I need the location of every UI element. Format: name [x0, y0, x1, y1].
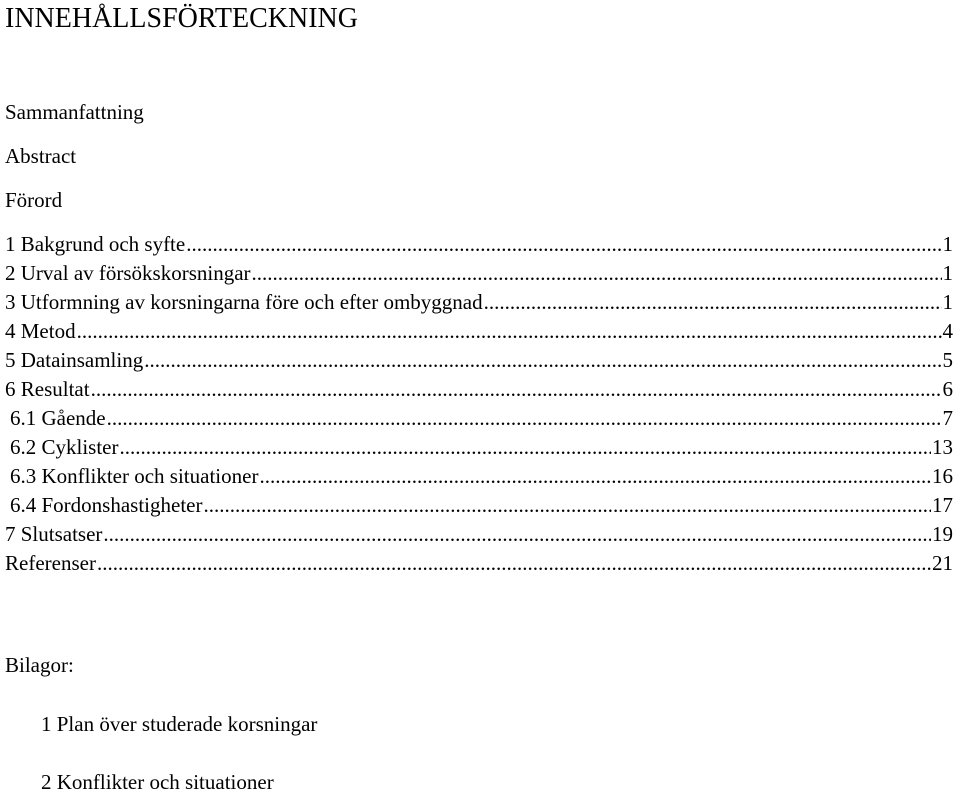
toc-page-number: 21 [932, 551, 953, 575]
toc-page-number: 13 [932, 435, 953, 459]
toc-entry-label: 6.4 Fordonshastigheter [10, 493, 203, 517]
toc-dot-leader [484, 289, 942, 315]
toc-entry[interactable] [5, 231, 953, 260]
toc-entry-label: 6.1 Gående [10, 406, 106, 430]
appendix-item[interactable]: 1 Plan över studerade korsningar [41, 712, 318, 736]
toc-dot-leader [107, 405, 942, 431]
appendix-item[interactable]: 2 Konflikter och situationer [41, 770, 274, 794]
toc-page-number: 19 [932, 522, 953, 546]
toc-page-number: 1 [942, 232, 953, 256]
front-matter-abstract[interactable]: Abstract [5, 144, 77, 168]
toc-entry-label: 2 Urval av försökskorsningar [5, 261, 251, 285]
toc-entry[interactable] [5, 260, 953, 289]
table-of-contents [5, 231, 953, 579]
toc-entry[interactable] [5, 521, 953, 550]
toc-subentry[interactable] [5, 434, 953, 463]
toc-dot-leader [120, 434, 932, 460]
toc-page-number: 7 [942, 406, 953, 430]
toc-dot-leader [186, 231, 941, 257]
toc-dot-leader [97, 550, 931, 576]
toc-page-number: 4 [942, 319, 953, 343]
toc-entry[interactable] [5, 376, 953, 405]
appendices-heading: Bilagor: [5, 653, 74, 677]
toc-page-number: 5 [942, 348, 953, 372]
toc-page-number: 1 [942, 261, 953, 285]
toc-subentry[interactable] [5, 492, 953, 521]
toc-entry[interactable] [5, 289, 953, 318]
toc-entry-label: 3 Utformning av korsningarna före och efter ombyggnad [5, 290, 483, 314]
toc-dot-leader [203, 492, 931, 518]
toc-page-number: 16 [932, 464, 953, 488]
toc-subentry[interactable] [5, 405, 953, 434]
toc-entry[interactable] [5, 318, 953, 347]
toc-dot-leader [259, 463, 931, 489]
toc-dot-leader [252, 260, 942, 286]
toc-entry-label: 7 Slutsatser [5, 522, 103, 546]
toc-entry-label: 1 Bakgrund och syfte [5, 232, 186, 256]
toc-dot-leader [144, 347, 941, 373]
front-matter-forord[interactable]: Förord [5, 188, 63, 212]
toc-entry-label: 4 Metod [5, 319, 76, 343]
toc-entry-label: 6 Resultat [5, 377, 90, 401]
toc-entry-label: 6.2 Cyklister [10, 435, 119, 459]
toc-page-number: 1 [942, 290, 953, 314]
toc-entry-label: Referenser [5, 551, 96, 575]
toc-subentry[interactable] [5, 463, 953, 492]
toc-entry[interactable] [5, 550, 953, 579]
toc-entry-label: 5 Datainsamling [5, 348, 144, 372]
toc-page-number: 6 [942, 377, 953, 401]
toc-entry[interactable] [5, 347, 953, 376]
toc-dot-leader [91, 376, 942, 402]
toc-dot-leader [77, 318, 942, 344]
toc-dot-leader [103, 521, 931, 547]
toc-entry-label: 6.3 Konflikter och situationer [10, 464, 259, 488]
front-matter-sammanfattning[interactable]: Sammanfattning [5, 100, 144, 124]
page-title: INNEHÅLLSFÖRTECKNING [5, 3, 358, 34]
toc-page-number: 17 [932, 493, 953, 517]
